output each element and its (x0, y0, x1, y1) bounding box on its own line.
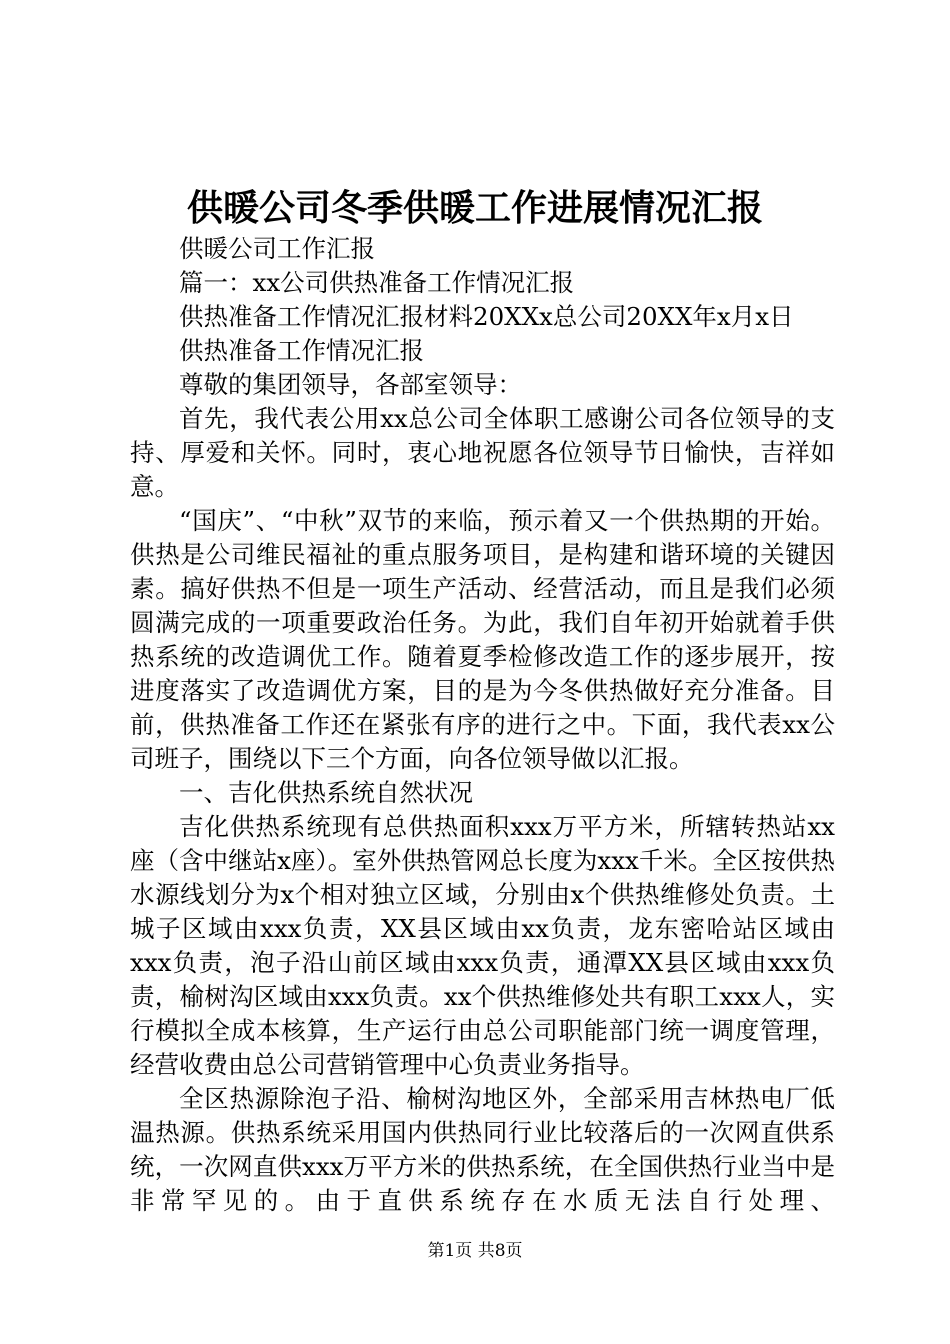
page-footer: 第1页 共8页 (427, 1241, 523, 1261)
paragraph: 全区热源除泡子沿、榆树沟地区外，全部采用吉林热电厂低温热源。供热系统采用国内供热同行业比较落后的一次网直供系统，一次网直供xxx万平方米的供热系统，在全国供热行业当中是非常罕见的。由于直供系统存在水质无法自行处理、 (130, 1084, 835, 1215)
paragraph: 供暖公司工作汇报 (179, 234, 375, 263)
paragraph: 供热准备工作情况汇报 (179, 336, 424, 365)
paragraph: “国庆”、“中秋”双节的来临，预示着又一个供热期的开始。供热是公司维民福祉的重点服务项目，是构建和谐环境的关键因素。搞好供热不但是一项生产活动、经营活动，而且是我们必须圆满完成的一项重要政治任务。为此，我们自年初开始就着手供热系统的改造调优工作。随着夏季检修改造工作的逐步展开，按进度落实了改造调优方案，目的是为今冬供热做好充分准备。目前，供热准备工作还在紧张有序的进行之中。下面，我代表xx公司班子，围绕以下三个方面，向各位领导做以汇报。 (130, 506, 835, 773)
section-heading: 一、吉化供热系统自然状况 (179, 778, 473, 807)
paragraph: 篇一：xx公司供热准备工作情况汇报 (179, 268, 575, 297)
paragraph: 吉化供热系统现有总供热面积xxx万平方米，所辖转热站xx座（含中继站x座）。室外供热管网总长度为xxx千米。全区按供热水源线划分为x个相对独立区域，分别由x个供热维修处负责。土城子区域由xxx负责，XX县区域由xx负责，龙东密哈站区域由xxx负责，泡子沿山前区域由xxx负责，通潭XX县区域由xxx负责，榆树沟区域由xxx负责。xx个供热维修处共有职工xxx人，实行模拟全成本核算，生产运行由总公司职能部门统一调度管理，经营收费由总公司营销管理中心负责业务指导。 (130, 812, 836, 1079)
paragraph: 尊敬的集团领导，各部室领导： (179, 370, 522, 399)
document-title: 供暖公司冬季供暖工作进展情况汇报 (186, 187, 763, 229)
paragraph: 首先，我代表公用xx总公司全体职工感谢公司各位领导的支持、厚爱和关怀。同时，衷心地祝愿各位领导节日愉快，吉祥如意。 (130, 404, 835, 501)
paragraph: 供热准备工作情况汇报材料20XXx总公司20XX年x月x日 (179, 302, 794, 331)
document-body (130, 232, 835, 1218)
